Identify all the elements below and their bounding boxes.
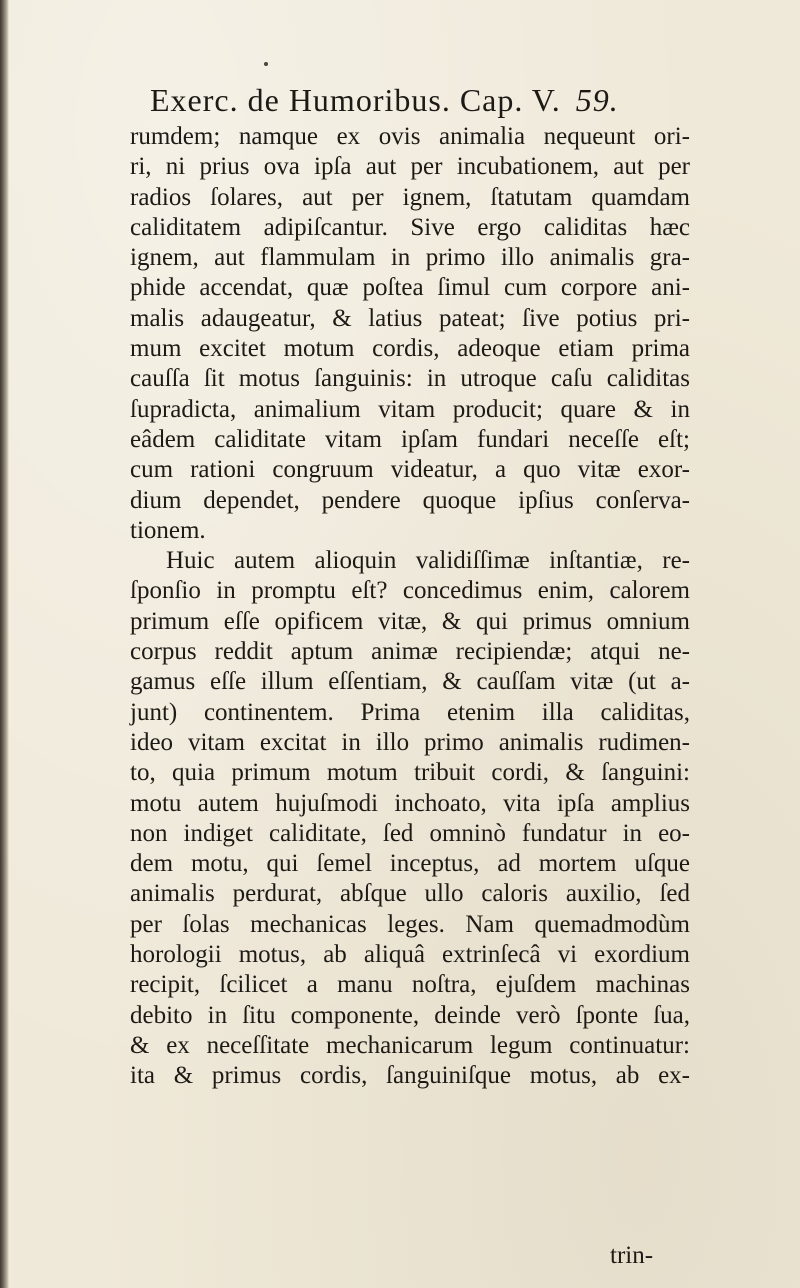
- text-line: horologii motus, ab aliquâ extrinſecâ vi exordium: [130, 941, 690, 969]
- text-line: gamus eſſe illum eſſentiam, & cauſſam vitæ (ut a-: [130, 668, 690, 696]
- page-binding-edge: [0, 0, 9, 1288]
- text-line: junt) continentem. Prima etenim illa caliditas,: [130, 698, 690, 726]
- text-line: to, quia primum motum tribuit cordi, & ſanguini:: [130, 759, 690, 787]
- text-line: rumdem; namque ex ovis animalia nequeunt ori-: [130, 123, 690, 150]
- text-line: malis adaugeatur, & latius pateat; ſive potius pri-: [130, 304, 690, 332]
- text-line: cauſſa ſit motus ſanguinis: in utroque caſu caliditas: [130, 365, 690, 393]
- text-line: ſponſio in promptu eſt? concedimus enim, calorem: [130, 577, 690, 605]
- text-line: recipit, ſcilicet a manu noſtra, ejuſdem machinas: [130, 971, 690, 999]
- text-line: ri, ni prius ova ipſa aut per incubationem, aut per: [130, 153, 690, 181]
- body-text: [130, 122, 690, 1092]
- page-number: 59.: [575, 82, 619, 118]
- text-line: cum rationi congruum videatur, a quo vitæ exor-: [130, 456, 690, 484]
- text-line: debito in ſitu componente, deinde verò ſponte ſua,: [130, 1001, 690, 1029]
- running-head-title: Exerc. de Humoribus. Cap. V.: [150, 82, 561, 118]
- text-line: ita & primus cordis, ſanguiniſque motus, ab ex-: [130, 1062, 690, 1090]
- text-line: ideo vitam excitat in illo primo animalis rudimen-: [130, 728, 690, 756]
- text-line: radios ſolares, aut per ignem, ſtatutam quamdam: [130, 183, 690, 211]
- text-line: per ſolas mechanicas leges. Nam quemadmodùm: [130, 910, 690, 938]
- text-line: dium dependet, pendere quoque ipſius conſerva-: [130, 486, 690, 514]
- text-line: eâdem caliditate vitam ipſam fundari neceſſe eſt;: [130, 425, 690, 453]
- ink-speck: [264, 62, 268, 66]
- text-line: caliditatem adipiſcantur. Sive ergo caliditas hæc: [130, 213, 690, 241]
- running-head: [150, 82, 670, 119]
- text-line: primum eſſe opificem vitæ, & qui primus omnium: [130, 607, 690, 635]
- text-line: ſupradicta, animalium vitam producit; quare & in: [130, 395, 690, 423]
- paragraph-start-line: Huic autem alioquin validiſſimæ inſtantiæ, re-: [166, 547, 690, 575]
- text-line: & ex neceſſitate mechanicarum legum continuatur:: [130, 1031, 690, 1059]
- text-line: animalis perdurat, abſque ullo caloris auxilio, ſed: [130, 880, 690, 908]
- text-line: non indiget caliditate, ſed omninò fundatur in eo-: [130, 819, 690, 847]
- text-line: ignem, aut flammulam in primo illo animalis gra-: [130, 244, 690, 272]
- catchword: trin-: [610, 1242, 654, 1269]
- text-line: phide accendat, quæ poſtea ſimul cum corpore ani-: [130, 274, 690, 302]
- text-line: dem motu, qui ſemel inceptus, ad mortem uſque: [130, 850, 690, 878]
- text-line: corpus reddit aptum animæ recipiendæ; atqui ne-: [130, 638, 690, 666]
- text-line: mum excitet motum cordis, adeoque etiam prima: [130, 335, 690, 363]
- text-line: motu autem hujuſmodi inchoato, vita ipſa amplius: [130, 789, 690, 817]
- text-line: tionem.: [130, 516, 206, 544]
